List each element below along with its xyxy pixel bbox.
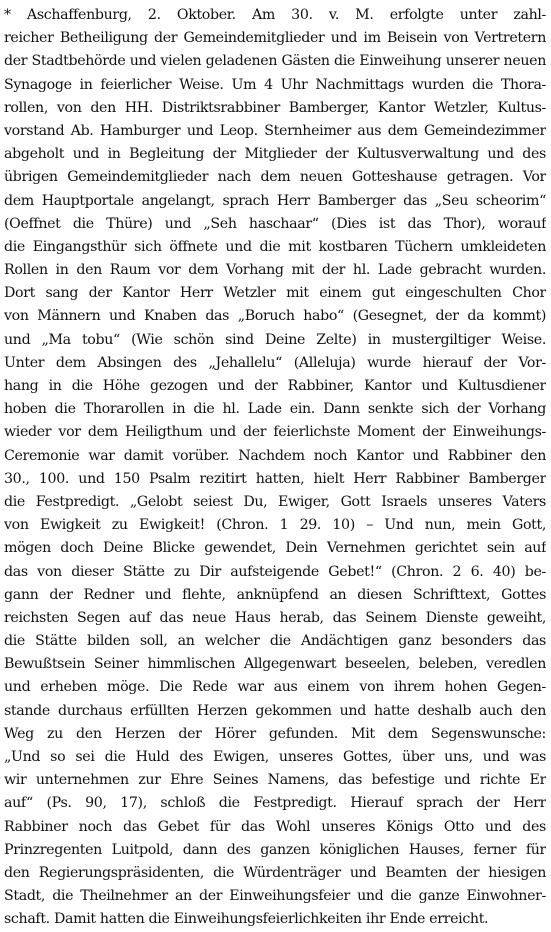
article-text-line: von Ewigkeit zu Ewigkeit! (Chron. 1 29. 10) – Und nun, mein Gott, [4,517,546,534]
article-text-line: schaft. Damit hatten die Einweihungsfeierlichkeiten ihr Ende erreicht. [4,911,489,928]
article-text-line: hoben die Thorarollen in die hl. Lade ein. Dann senkte sich der Vorhang [4,401,546,418]
newspaper-article [4,4,546,932]
article-text-line: Stadt, die Theilnehmer an der Einweihungsfeier und die ganze Einwohner- [4,888,546,905]
article-text-line: (Oeffnet die Thüre) und „Seh haschaar“ (Dies ist das Thor), worauf [4,215,546,232]
article-text-line: dem Hauptportale angelangt, sprach Herr Bamberger das „Seu scheorim“ [4,192,546,209]
article-text-line: * Aschaffenburg, 2. Oktober. Am 30. v. M. erfolgte unter zahl- [4,7,546,23]
article-text-line: Prinzregenten Luitpold, dann des ganzen königlichen Hauses, ferner für [4,841,546,858]
article-text-line: den Regierungspräsidenten, die Würdenträger und Beamten der hiesigen [4,864,546,881]
article-text-line: die Eingangsthür sich öffnete und die mit kostbaren Tüchern umkleideten [4,238,546,255]
article-text-line: hang in die Höhe gezogen und der Rabbiner, Kantor und Kultusdiener [4,378,546,394]
article-text-line: Dort sang der Kantor Herr Wetzler mit einem gut eingeschulten Chor [4,285,546,302]
article-text-line: Weg zu den Herzen der Hörer gefunden. Mit dem Segenswunsche: [4,725,546,742]
article-text-line: wir unternehmen zur Ehre Seines Namens, das befestige und richte Er [4,772,546,789]
article-text-line: Bewußtsein Seiner himmlischen Allgegenwart beseelen, beleben, veredlen [4,656,546,673]
article-text-line: das von dieser Stätte zu Dir aufsteigende Gebet!“ (Chron. 2 6. 40) be- [4,563,546,580]
article-text-line: Rollen in den Raum vor dem Vorhang mit der hl. Lade gebracht wurden. [4,262,546,279]
article-text-line: der Stadtbehörde und vielen geladenen Gästen die Einweihung unserer neuen [4,53,546,70]
article-text-line: rollen, von den HH. Distriktsrabbiner Bamberger, Kantor Wetzler, Kultus- [4,99,546,116]
article-text-line: mögen doch Deine Blicke gewendet, Dein Vernehmen gerichtet sein auf [4,540,546,557]
article-text-line: Rabbiner noch das Gebet für das Wohl unseres Königs Otto und des [4,818,546,835]
article-text-line: reicher Betheiligung der Gemeindemitglieder und im Beisein von Vertretern [4,30,546,47]
article-text-line: die Stätte bilden soll, an welcher die Andächtigen ganz besonders das [4,633,546,650]
article-text-line: die Festpredigt. „Gelobt seiest Du, Ewiger, Gott Israels unseres Vaters [4,493,546,510]
article-text-line: „Und so sei die Huld des Ewigen, unseres Gottes, über uns, und was [4,749,546,765]
article-text-line: und „Ma tobu“ (Wie schön sind Deine Zelte) in mustergiltiger Weise. [4,331,546,348]
article-text-line: von Männern und Knaben das „Boruch habo“ (Gesegnet, der da kommt) [4,308,546,325]
article-text-line: auf“ (Ps. 90, 17), schloß die Festpredigt. Hierauf sprach der Herr [4,795,546,812]
article-text-line: reichsten Segen auf das neue Haus herab, das Seinem Dienste geweiht, [4,609,546,626]
article-text-line: Synagoge in feierlicher Weise. Um 4 Uhr Nachmittags wurden die Thora- [4,76,546,93]
article-text-line: übrigen Gemeindemitglieder nach dem neuen Gotteshause getragen. Vor [4,169,546,186]
article-text-line: gann der Redner und flehte, anknüpfend an diesen Schrifttext, Gottes [4,586,546,603]
article-text-line: und erheben möge. Die Rede war aus einem von ihrem hohen Gegen- [4,679,546,696]
article-text-line: 30., 100. und 150 Psalm rezitirt hatten, hielt Herr Rabbiner Bamberger [4,470,546,487]
article-text-line: vorstand Ab. Hamburger und Leop. Sternheimer aus dem Gemeindezimmer [4,122,546,139]
article-text-line: Ceremonie war damit vorüber. Nachdem noch Kantor und Rabbiner den [4,447,546,464]
article-text-line: wieder vor dem Heiligthum und der feierlichste Moment der Einweihungs- [4,424,546,441]
article-text-line: abgeholt und in Begleitung der Mitglieder der Kultusverwaltung und des [4,146,546,163]
article-text-line: Unter dem Absingen des „Jehallelu“ (Alleluja) wurde hierauf der Vor- [4,354,546,371]
article-text-line: stande durchaus erfüllten Herzen gekommen und hatte deshalb auch den [4,702,546,719]
